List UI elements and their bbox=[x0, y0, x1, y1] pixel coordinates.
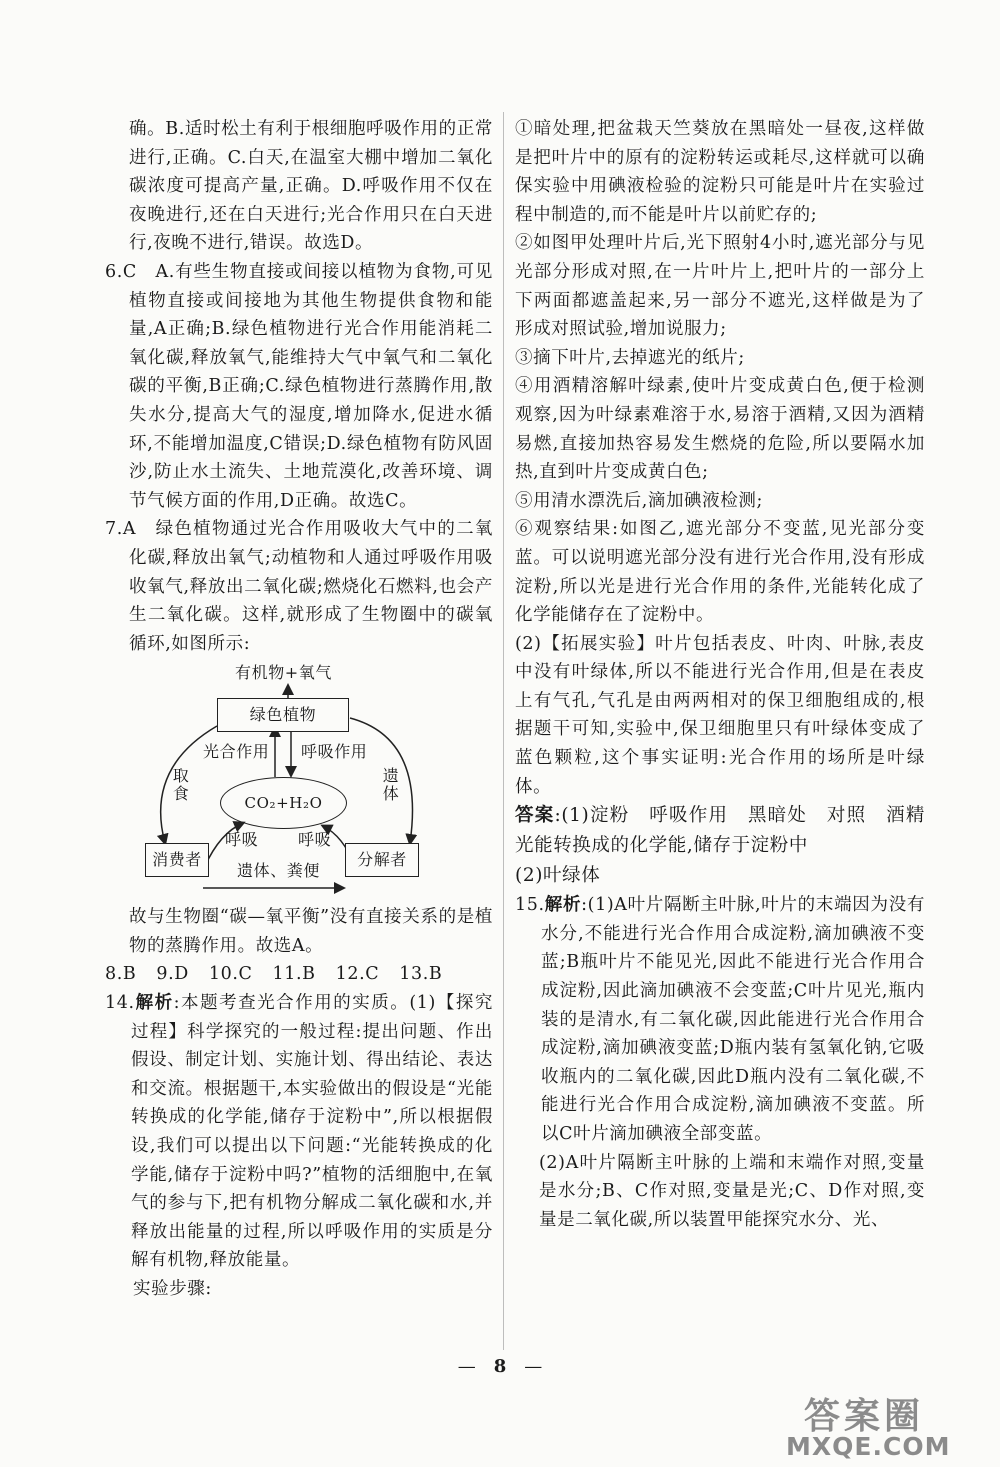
step-2: ②如图甲处理叶片后,光下照射4小时,遮光部分与见光部分形成对照,在一片叶片上,把叶片的一部分上下两面都遮盖起来,另一部分不遮光,这样做是为了形成对照试验,增加说服力; bbox=[515, 233, 925, 340]
respiration-label: 呼吸作用 bbox=[301, 742, 368, 762]
extended-experiment: (2)【拓展实验】叶片包括表皮、叶肉、叶脉,表皮中没有叶绿体,所以不能进行光合作用,但是在表皮上有气孔,气孔是由两两相对的保卫细胞组成的,根据题干可知,实验中,保卫细胞里只有叶绿体变成了蓝色颗粒,这个事实证明:光合作用的场所是叶绿体。 bbox=[515, 633, 925, 797]
analysis-text: :本题考查光合作用的实质。(1)【探究过程】科学探究的一般过程:提出问题、作出假设、制定计划、实施计划、得出结论、表达和交流。根据题干,本实验做出的假设是“光能转换成的化学能,储存于淀粉中”,所以根据假设,我们可以提出以下问题:“光能转换成的化学能,储存于淀粉中吗?”植物的活细胞中,在氧气的参与下,把有机物分解成二氧化碳和水,并释放出能量的过程,所以呼吸作用的实质是分解有机物,释放能量。 bbox=[131, 993, 493, 1271]
watermark-url: MXQE.COM bbox=[786, 1432, 951, 1461]
watermark bbox=[786, 1388, 991, 1463]
remains-label: 遗体 bbox=[382, 766, 400, 804]
analysis-label: 解析 bbox=[544, 895, 582, 916]
answer-6: 6.C A.有些生物直接或间接以植物为食物,可见植物直接或间接地为其他生物提供食物和能量,A正确;B.绿色植物进行光合作用能消耗二氧化碳,释放氧气,能维持大气中氧气和二氧化碳的平衡,B正确;C.绿色植物进行蒸腾作用,散失水分,提高大气的湿度,增加降水,促进水循环,不能增加温度,C错误;D.绿色植物有防风固沙,防止水土流失、土地荒漠化,改善环境、调节气候方面的作用,D正确。故选C。 bbox=[105, 261, 493, 511]
answer-label: 答案 bbox=[515, 805, 555, 827]
analysis-label: 解析 bbox=[134, 993, 174, 1014]
feeding-label: 取食 bbox=[172, 766, 190, 804]
green-plants-box: 绿色植物 bbox=[217, 698, 349, 732]
answer-text: :(1)淀粉 呼吸作用 黑暗处 对照 酒精 光能转换成的化学能,储存于淀粉中 bbox=[515, 805, 945, 857]
experiment-steps-heading: 实验步骤: bbox=[133, 1279, 212, 1299]
remains-feces-label: 遗体、粪便 bbox=[237, 861, 321, 881]
left-column bbox=[105, 115, 493, 1304]
consumer-respiration-label: 呼吸 bbox=[225, 830, 259, 850]
photosynthesis-label: 光合作用 bbox=[203, 742, 270, 762]
question-number: 15. bbox=[515, 895, 545, 916]
step-3: ③摘下叶片,去掉遮光的纸片; bbox=[515, 347, 745, 368]
co2-water-ellipse: CO₂+H₂O bbox=[220, 777, 347, 829]
decomposers-box: 分解者 bbox=[345, 843, 419, 877]
paragraph-5-end: 确。B.适时松土有利于根细胞呼吸作用的正常进行,正确。C.白天,在温室大棚中增加二氧化碳浓度可提高产量,正确。D.呼吸作用不仅在夜晚进行,还在白天进行;光合作用只在白天进行,夜晚不进行,错误。故选D。 bbox=[129, 119, 493, 254]
answer-14-analysis bbox=[105, 989, 493, 1275]
answer-11: 11.B bbox=[272, 964, 316, 985]
answer-7: 7.A 绿色植物通过光合作用吸收大气中的二氧化碳,释放出氧气;动植物和人通过呼吸作用吸收氧气,释放出二氧化碳;燃烧化石燃料,也会产生二氧化碳。这样,就形成了生物圈中的碳氧循环,如图所示: bbox=[105, 519, 493, 654]
organic-oxygen-label: 有机物+氧气 bbox=[235, 663, 333, 683]
step-5: ⑤用清水漂洗后,滴加碘液检测; bbox=[515, 490, 763, 511]
answer-13: 13.B bbox=[399, 964, 443, 985]
answer-14-key-2: (2)叶绿体 bbox=[515, 865, 601, 887]
answer-15-part-2: (2)A叶片隔断主叶脉的上端和末端作对照,变量是水分;B、C作对照,变量是光;C、D作对照,变量是二氧化碳,所以装置甲能探究水分、光、 bbox=[539, 1152, 925, 1230]
answer-15-analysis bbox=[515, 891, 925, 1148]
decomposer-respiration-label: 呼吸 bbox=[298, 830, 332, 850]
carbon-oxygen-cycle-diagram bbox=[105, 658, 493, 903]
page-number: — 8 — bbox=[457, 1356, 543, 1377]
page-number-value: 8 bbox=[493, 1356, 507, 1377]
watermark-logo: 答案圈 bbox=[804, 1396, 925, 1437]
step-4: ④用酒精溶解叶绿素,使叶片变成黄白色,便于检测观察,因为叶绿素难溶于水,易溶于酒精,又因为酒精易燃,直接加热容易发生燃烧的危险,所以要隔水加热,直到叶片变成黄白色; bbox=[515, 376, 925, 483]
answer-8: 8.B bbox=[105, 964, 137, 985]
analysis-text: :(1)A叶片隔断主叶脉,叶片的末端因为没有水分,不能进行光合作用合成淀粉,滴加碘液不变蓝;B瓶叶片不能见光,因此不能进行光合作用合成淀粉,因此滴加碘液不会变蓝;C叶片见光,瓶内装的是清水,有二氧化碳,因此能进行光合作用合成淀粉,滴加碘液变蓝;D瓶内装有氢氧化钠,它吸收瓶内的二氧化碳,因此D瓶内没有二氧化碳,不能进行光合作用合成淀粉,滴加碘液不变蓝。所以C叶片滴加碘液全部变蓝。 bbox=[541, 895, 925, 1144]
answer-10: 10.C bbox=[208, 964, 253, 985]
answers-8-13 bbox=[105, 960, 493, 989]
answer-12: 12.C bbox=[335, 964, 380, 985]
right-column bbox=[515, 115, 945, 1234]
step-6: ⑥观察结果:如图乙,遮光部分不变蓝,见光部分变蓝。可以说明遮光部分没有进行光合作用,没有形成淀粉,所以光是进行光合作用的条件,光能转化成了化学能储存在了淀粉中。 bbox=[515, 519, 925, 626]
answer-9: 9.D bbox=[156, 964, 189, 985]
step-1: ①暗处理,把盆栽天竺葵放在黑暗处一昼夜,这样做是把叶片中的原有的淀粉转运或耗尽,这样就可以确保实验中用碘液检验的淀粉只可能是叶片在实验过程中制造的,而不能是叶片以前贮存的; bbox=[515, 119, 925, 225]
answer-7-conclusion: 故与生物圈“碳—氧平衡”没有直接关系的是植物的蒸腾作用。故选A。 bbox=[129, 907, 493, 956]
consumers-box: 消费者 bbox=[145, 843, 209, 877]
column-divider bbox=[503, 112, 504, 1350]
question-number: 14. bbox=[105, 993, 135, 1014]
answer-14-key bbox=[515, 801, 945, 861]
